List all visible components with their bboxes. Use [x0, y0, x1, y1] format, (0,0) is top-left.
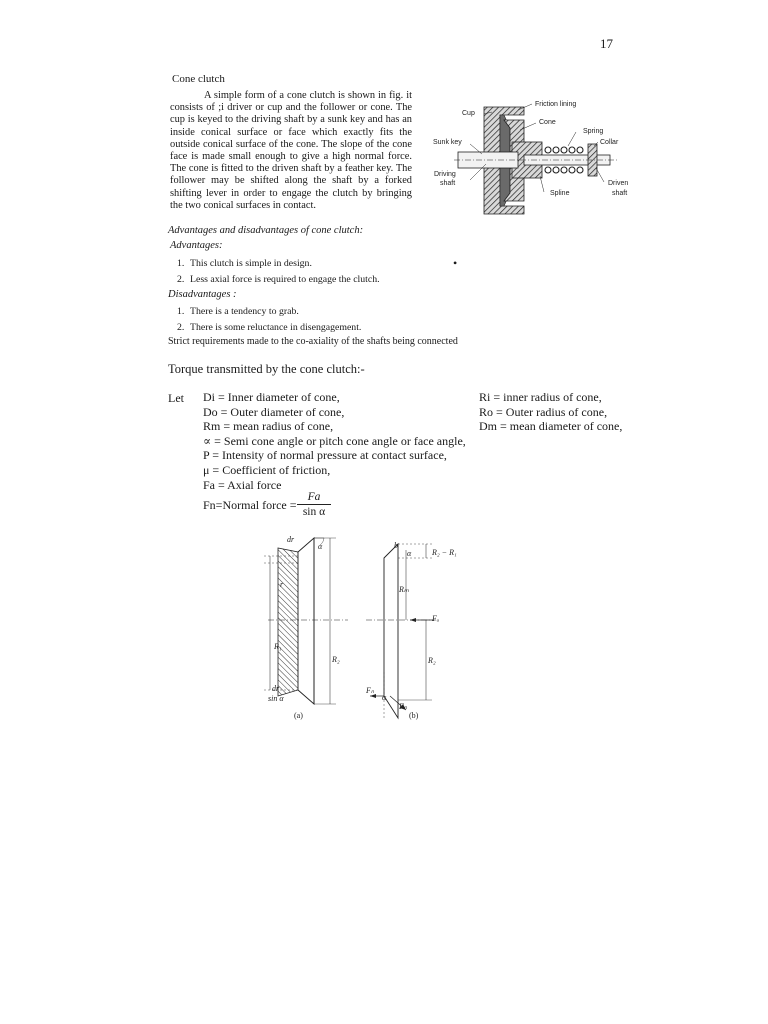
label-spline: Spline — [550, 190, 570, 197]
cone-geometry-figure — [258, 530, 498, 730]
fig-b-alpha-2: α — [382, 693, 387, 702]
strict-note: Strict requirements made to the co-axiality of the shafts being connected — [168, 336, 458, 347]
fig-b-fa: Fₐ — [432, 614, 440, 623]
list-number: 1. — [177, 306, 185, 317]
definition-item: ∝ = Semi cone angle or pitch cone angle or face angle, — [203, 433, 466, 448]
list-text: There is some reluctance in disengagement. — [190, 322, 362, 333]
list-item — [177, 320, 361, 336]
definition-item: Dm = mean diameter of cone, — [479, 419, 623, 434]
label-cup: Cup — [462, 110, 475, 117]
fig-a-dr-sin-denominator: sin α — [268, 694, 284, 703]
fig-a-dr-sin-numerator: dr — [272, 684, 280, 693]
definition-item: Fa = Axial force — [203, 477, 282, 492]
section-heading: Cone clutch — [172, 73, 225, 85]
fig-a-dr: dr — [287, 535, 295, 544]
definition-item: Ro = Outer radius of cone, — [479, 404, 608, 419]
definitions-right — [479, 390, 622, 434]
fig-b-r2-minus-r1: R₂ − R₁ — [432, 548, 457, 557]
list-number: 2. — [177, 274, 185, 285]
torque-heading: Torque transmitted by the cone clutch:- — [168, 362, 365, 376]
definition-item: Rm = mean radius of cone, — [203, 419, 334, 434]
let-label: Let — [168, 391, 184, 405]
list-item — [177, 304, 361, 320]
label-cone: Cone — [539, 119, 556, 126]
label-driven-shaft-line2: shaft — [612, 190, 628, 197]
advantages-list — [177, 256, 380, 288]
definition-item: Di = Inner diameter of cone, — [203, 390, 340, 404]
advantages-heading: Advantages: — [170, 240, 223, 251]
label-friction-lining: Friction lining — [535, 101, 577, 108]
label-driven-shaft-line1: Driven — [608, 180, 629, 187]
list-number: 2. — [177, 322, 185, 333]
fig-a-alpha: α — [318, 542, 323, 551]
disadvantages-list — [177, 304, 361, 336]
label-driving-shaft-line2: shaft — [440, 180, 456, 187]
cone-clutch-figure — [428, 98, 638, 223]
page-number: 17 — [600, 36, 613, 51]
disadvantages-heading: Disadvantages : — [168, 289, 237, 300]
fig-a-r: r — [280, 580, 284, 589]
fig-b-fn: Fₙ — [366, 686, 375, 695]
fig-b-alpha: α — [407, 549, 412, 558]
list-text: Less axial force is required to engage the clutch. — [190, 274, 380, 285]
fig-b-r2: R₂ — [428, 656, 436, 665]
fraction-denominator: sin α — [302, 506, 326, 518]
label-sunk-key: Sunk key — [433, 139, 462, 146]
advantages-disadvantages-heading: Advantages and disadvantages of cone clutch: — [168, 225, 364, 236]
fig-a-r2: R₂ — [332, 655, 340, 664]
list-item — [177, 272, 380, 288]
figure-a — [264, 538, 348, 704]
normal-force-label: Fn=Normal force = — [203, 498, 297, 512]
definition-item: μ = Coefficient of friction, — [203, 462, 331, 477]
definitions-left — [203, 390, 466, 492]
fraction-numerator: Fa — [297, 490, 331, 505]
definition-item: Ri = inner radius of cone, — [479, 390, 602, 404]
stray-dot: • — [453, 256, 458, 270]
fig-b-b: b — [394, 541, 398, 550]
list-item — [177, 256, 380, 272]
definition-item: Do = Outer diameter of cone, — [203, 404, 345, 419]
fig-b-fn-2: Fₙ — [399, 702, 408, 711]
fig-a-caption: (a) — [294, 711, 303, 720]
normal-force-fraction — [297, 490, 331, 520]
label-spring: Spring — [583, 128, 604, 135]
label-driving-shaft-line1: Driving — [434, 171, 456, 178]
definition-item: P = Intensity of normal pressure at contact surface, — [203, 448, 447, 463]
label-collar: Collar — [600, 139, 619, 146]
fig-b-rm: Rₘ — [399, 585, 409, 594]
intro-paragraph: A simple form of a cone clutch is shown in fig. it consists of ;i driver or cup and the follower or cone. The cup is keyed to the driving shaft by a sunk key and has an inside conical surface or face which exactly fits the outside conical surface of the cone. The slope of the cone face is made small enough to give a high normal force. The cone is fitted to the driven shaft by a feather key. The follower may be shifted along the shaft by a forked shifting lever in order to engage the clutch by bringing the two conical surfaces in contact. — [170, 90, 412, 211]
fig-b-caption: (b) — [409, 711, 419, 720]
list-text: There is a tendency to grab. — [190, 306, 299, 317]
list-text: This clutch is simple in design. — [190, 258, 312, 269]
fig-a-r1: R₁ — [274, 642, 282, 651]
list-number: 1. — [177, 258, 185, 269]
figure-b — [366, 544, 436, 720]
